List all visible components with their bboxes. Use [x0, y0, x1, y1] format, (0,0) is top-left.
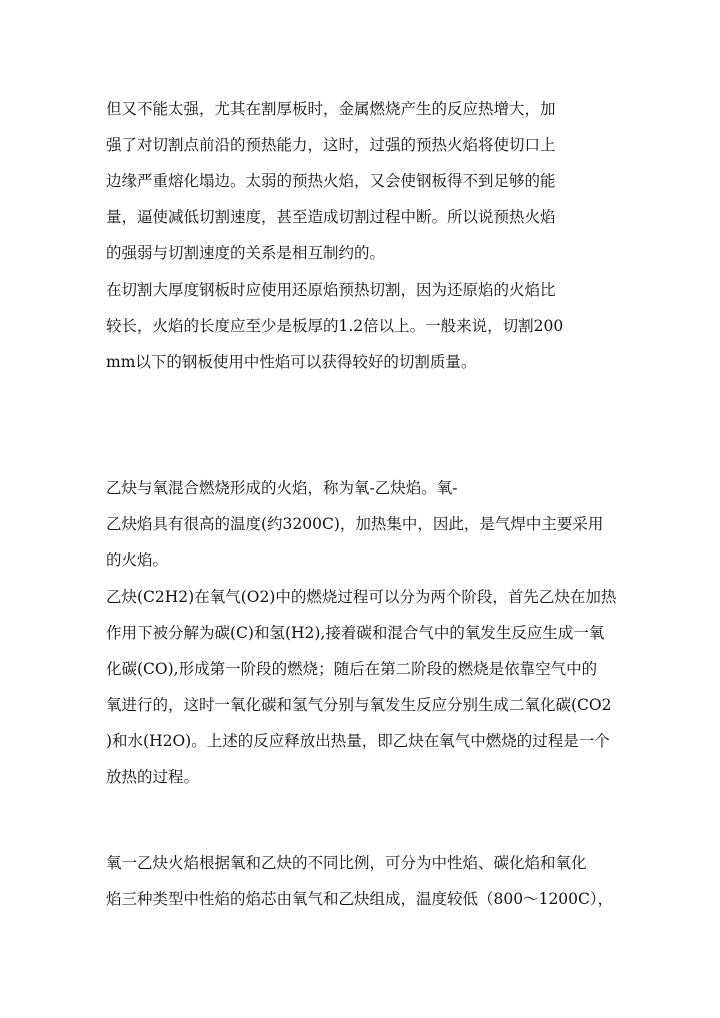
- text-line: 氧一乙炔火焰根据氧和乙炔的不同比例，可分为中性焰、碳化焰和氧化: [106, 854, 587, 872]
- text-line: 但又不能太强，尤其在割厚板时，金属燃烧产生的反应热增大，加: [106, 100, 556, 118]
- text-line: 较长，火焰的长度应至少是板厚的1.2倍以上。一般来说，切割200: [106, 317, 564, 335]
- text-line: 量，逼使减低切割速度，甚至造成切割过程中断。所以说预热火焰: [106, 208, 556, 226]
- text-line: 乙炔焰具有很高的温度(约3200C)，加热集中，因此，是气焊中主要采用: [106, 515, 604, 533]
- text-line: 化碳(CO),形成第一阶段的燃烧；随后在第二阶段的燃烧是依靠空气中的: [106, 660, 598, 678]
- text-line: )和水(H2O)。上述的反应释放出热量，即乙炔在氧气中燃烧的过程是一个: [106, 732, 610, 750]
- text-line: 在切割大厚度钢板时应使用还原焰预热切割，因为还原焰的火焰比: [106, 281, 556, 299]
- text-line: 强了对切割点前沿的预热能力，这时，过强的预热火焰将使切口上: [106, 136, 556, 154]
- text-line: 氧进行的，这时一氧化碳和氢气分别与氧发生反应分别生成二氧化碳(CO2: [106, 696, 612, 714]
- text-line: 的强弱与切割速度的关系是相互制约的。: [106, 244, 386, 262]
- text-line: 放热的过程。: [106, 768, 200, 786]
- text-line: 乙炔(C2H2)在氧气(O2)中的燃烧过程可以分为两个阶段，首先乙炔在加热: [106, 588, 617, 606]
- text-line: 乙炔与氧混合燃烧形成的火焰，称为氧-乙炔焰。氧-: [106, 479, 458, 497]
- text-line: mm以下的钢板使用中性焰可以获得较好的切割质量。: [106, 353, 477, 371]
- text-line: 的火焰。: [106, 551, 169, 569]
- text-line: 作用下被分解为碳(C)和氢(H2),接着碳和混合气中的氧发生反应生成一氧: [106, 624, 605, 642]
- text-line: 焰三种类型中性焰的焰芯由氧气和乙炔组成，温度较低（800～1200C），: [106, 890, 614, 908]
- text-line: 边缘严重熔化塌边。太弱的预热火焰，又会使钢板得不到足够的能: [106, 172, 556, 190]
